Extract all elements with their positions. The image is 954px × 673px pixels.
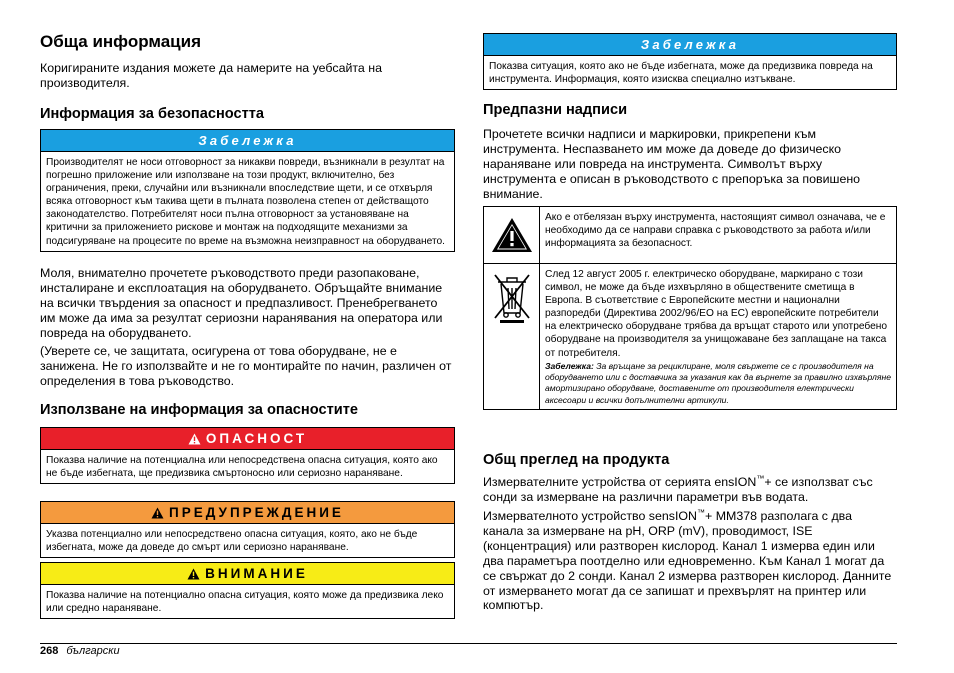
warning-triangle-icon xyxy=(491,217,533,253)
warning-label: ПРЕДУПРЕЖДЕНИЕ xyxy=(169,505,344,520)
footer xyxy=(40,644,120,658)
symbol-cell xyxy=(484,264,540,410)
disposal-note-label: Забележка: xyxy=(545,360,594,371)
disposal-text: След 12 август 2005 г. електрическо оборудване, маркирано с този символ, не може да бъде изхвърляно в обществените сметища в Европа. В съответствие с Европейските местни и национални разпоредби (Директива 2002/96/ЕО на ЕС) европейските потребители на електрическо оборудване трябва да връщат старото или употребено оборудване на производителя за унищожаване без заплащане на такса от потребителя. xyxy=(545,269,888,359)
warning-header xyxy=(41,502,454,524)
labels-heading: Предпазни надписи xyxy=(483,102,628,118)
note-text: Показва ситуация, която ако не бъде избегната, може да предизвика повреда на инструмента. Информация, която изисква специално изтъкване. xyxy=(489,61,873,86)
overview-paragraph-1 xyxy=(483,475,895,505)
overview-heading: Общ преглед на продукта xyxy=(483,452,670,468)
warning-triangle-icon xyxy=(188,433,201,445)
safety-paragraph-2: (Уверете се, че защитата, осигурена от това оборудване, не е занижена. Не го използвайте и не го монтирайте по начин, различен от определения в това ръководство. xyxy=(40,344,452,388)
intro-text: Коригираните издания можете да намерите на уебсайта на производителя. xyxy=(40,61,382,90)
symbol-cell xyxy=(484,207,540,264)
equipment-note-box xyxy=(483,33,897,90)
warning-triangle-icon xyxy=(151,507,164,519)
caution-text: Показва наличие на потенциално опасна ситуация, която може да предизвика леко или средно нараняване. xyxy=(46,590,444,615)
warning-box xyxy=(40,501,455,558)
safety-note-box xyxy=(40,129,455,252)
symbol-text xyxy=(540,264,897,410)
overview-paragraph-2 xyxy=(483,509,895,613)
danger-header xyxy=(41,428,454,450)
page-title: Обща информация xyxy=(40,32,201,51)
crossed-bin-icon xyxy=(492,271,532,323)
hazard-heading: Използване на информация за опасностите xyxy=(40,402,358,418)
note-label: Забележка xyxy=(484,34,896,56)
overview-p2-part-b: + MM378 разполага с два канала за измерване на pH, ORP (mV), проводимост, ISE (концентрация) или разтворен кислород. Канал 1 измерва един или два параметъра поотделно или едновременно. Към Канал 1 могат да се свържат до 2 сонди. Канал 2 измерва разтворен кислород. Данните от измерването могат да се запишат и прехвърлят на принтер или компютър. xyxy=(483,509,892,613)
danger-text: Показва наличие на потенциална или непосредствена опасна ситуация, която ако не бъде избегната, ще предизвика смъртоносно или сериозно нараняване. xyxy=(46,455,438,480)
safety-heading: Информация за безопасността xyxy=(40,106,265,122)
disposal-note xyxy=(545,361,891,407)
warning-text: Указва потенциално или непосредствено опасна ситуация, която, ако не бъде избегната, може да доведе до смърт или сериозно нараняване. xyxy=(46,529,418,554)
trademark-symbol: ™ xyxy=(697,507,706,517)
footer-language: български xyxy=(66,645,120,657)
overview-p1-part-b: + се използват със сонди за измерване на различни параметри във водата. xyxy=(483,475,873,504)
caution-label: ВНИМАНИЕ xyxy=(205,566,308,581)
trademark-symbol: ™ xyxy=(756,473,765,483)
labels-paragraph: Прочетете всички надписи и маркировки, прикрепени към инструмента. Неспазването им може да доведе до физическо нараняване или повреда на инструмента. Символът върху инструмента е описан в ръководството с препоръка за повишено внимание. xyxy=(483,127,861,201)
footer-divider xyxy=(40,643,897,644)
page-number: 268 xyxy=(40,645,59,657)
caution-header xyxy=(41,563,454,585)
symbol-text: Ако е отбелязан върху инструмента, настоящият символ означава, че е необходимо да се направи справка с ръководството за работа и/или информацията за безопасност. xyxy=(540,207,897,264)
safety-paragraph-1: Моля, внимателно прочетете ръководството преди разопаковане, инсталиране и експлоатация на оборудването. Обръщайте внимание на всички твърдения за опасност и предпазливост. Пренебрегването им може да има за резултат сериозни наранявания на оператора или повреда на оборудването. xyxy=(40,266,443,340)
disposal-note-text: За връщане за рециклиране, моля свържете се с производителя на оборудването или с доставчика за указания как да върнете за правилно изхвърляне амортизирано оборудване, доставените от производителя електрически аксесоари и всички допълнителни артикули. xyxy=(545,360,891,405)
note-text: Производителят не носи отговорност за никакви повреди, възникнали в резултат на погрешно приложение или използване на този продукт, включително, без ограничения, преки, случайни или възникнали впоследствие щети, и се отхвърля всяка отговорност към такива щети в пълната позволена степен от действащото законодателство. Потребителят носи пълна отговорност за установяване на критични за приложението рискове и монтаж на подходящите механизми за подсигуряване на процесите по време на възможна неизправност на оборудването. xyxy=(46,157,446,247)
symbols-table xyxy=(483,206,897,410)
caution-box xyxy=(40,562,455,619)
danger-box xyxy=(40,427,455,484)
note-label: Забележка xyxy=(41,130,454,152)
danger-label: ОПАСНОСТ xyxy=(205,431,308,446)
table-row xyxy=(484,264,897,410)
warning-triangle-icon xyxy=(187,568,200,580)
overview-p1-part-a: Измервателните устройства от серията ensION xyxy=(483,475,757,489)
overview-p2-part-a: Измервателното устройство sensION xyxy=(483,509,698,523)
table-row xyxy=(484,207,897,264)
